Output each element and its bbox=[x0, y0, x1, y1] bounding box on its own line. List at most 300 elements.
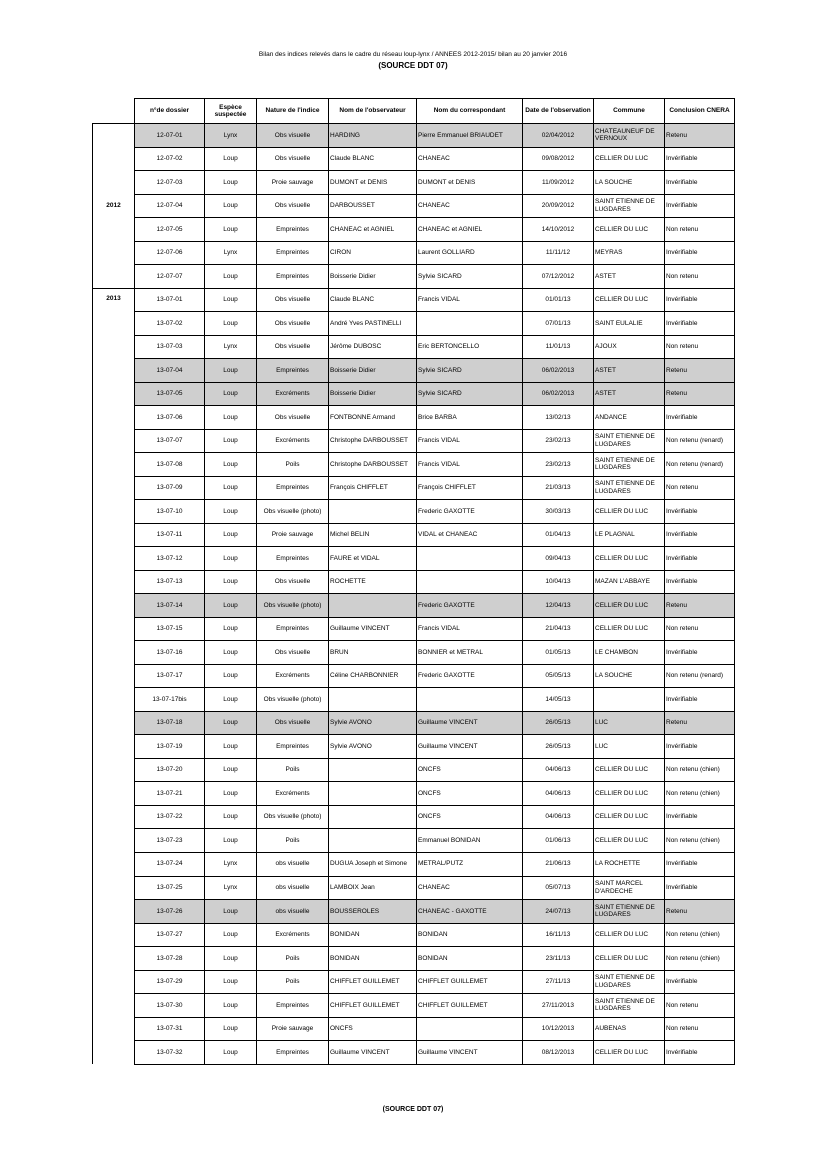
correspondant-cell-text: BONNIER et METRAL bbox=[418, 648, 484, 656]
dossier-cell-text: 13-07-29 bbox=[156, 978, 183, 986]
espece-cell-text: Loup bbox=[223, 1001, 238, 1009]
nature-cell-text: Obs visuelle (photo) bbox=[263, 695, 322, 703]
espece-cell-text: Lynx bbox=[223, 249, 238, 257]
dossier-cell-text: 13-07-22 bbox=[156, 813, 183, 821]
dossier-cell-text: 13-07-10 bbox=[156, 507, 183, 515]
correspondant-cell-text: Sylvie SICARD bbox=[418, 390, 462, 398]
correspondant-cell bbox=[417, 641, 523, 665]
dossier-cell-text: 13-07-05 bbox=[156, 390, 183, 398]
correspondant-cell bbox=[417, 782, 523, 806]
col-commune: Commune bbox=[594, 99, 665, 124]
nature-cell-text: Proie sauvage bbox=[271, 1025, 314, 1033]
conclusion-cell-text: Invérifiable bbox=[666, 978, 698, 986]
observateur-cell-text: CHANEAC et AGNIEL bbox=[330, 225, 395, 233]
observateur-cell-text: Christophe DARBOUSSET bbox=[330, 460, 409, 468]
date-cell bbox=[523, 876, 594, 900]
espece-cell bbox=[205, 688, 257, 712]
conclusion-cell bbox=[665, 288, 735, 312]
correspondant-cell-text: Laurent GOLLIARD bbox=[418, 249, 475, 257]
date-cell bbox=[523, 664, 594, 688]
commune-cell bbox=[594, 218, 665, 242]
conclusion-cell-text: Non retenu bbox=[666, 225, 699, 233]
espece-cell bbox=[205, 664, 257, 688]
espece-cell-text: Loup bbox=[223, 648, 238, 656]
nature-cell bbox=[257, 171, 329, 195]
conclusion-cell bbox=[665, 805, 735, 829]
date-cell-text: 21/03/13 bbox=[545, 484, 571, 492]
observateur-cell-text: Claude BLANC bbox=[330, 296, 375, 304]
commune-cell-text: AUBENAS bbox=[595, 1025, 627, 1033]
commune-cell-text: CELLIER DU LUC bbox=[595, 813, 649, 821]
table-row bbox=[93, 359, 735, 383]
commune-cell-text: CELLIER DU LUC bbox=[595, 954, 649, 962]
col-correspondant: Nom du correspondant bbox=[417, 99, 523, 124]
conclusion-cell-text: Invérifiable bbox=[666, 413, 698, 421]
conclusion-cell bbox=[665, 970, 735, 994]
table-row bbox=[93, 782, 735, 806]
conclusion-cell-text: Non retenu bbox=[666, 625, 699, 633]
correspondant-cell-text: Sylvie SICARD bbox=[418, 366, 462, 374]
correspondant-cell bbox=[417, 406, 523, 430]
dossier-cell-text: 12-07-04 bbox=[156, 202, 183, 210]
observateur-cell-text: BRUN bbox=[330, 648, 349, 656]
observateur-cell-text: HARDING bbox=[330, 131, 360, 139]
date-cell-text: 23/02/13 bbox=[545, 437, 571, 445]
commune-cell-text: CELLIER DU LUC bbox=[595, 836, 649, 844]
table-row bbox=[93, 594, 735, 618]
espece-cell-text: Lynx bbox=[223, 131, 238, 139]
nature-cell-text: Empreintes bbox=[276, 1001, 309, 1009]
espece-cell bbox=[205, 453, 257, 477]
nature-cell bbox=[257, 994, 329, 1018]
commune-cell bbox=[594, 1017, 665, 1041]
espece-cell bbox=[205, 758, 257, 782]
dossier-cell bbox=[135, 594, 205, 618]
date-cell bbox=[523, 994, 594, 1018]
observateur-cell bbox=[329, 947, 417, 971]
correspondant-cell-text: Pierre Emmanuel BRIAUDET bbox=[418, 131, 503, 139]
date-cell bbox=[523, 570, 594, 594]
nature-cell bbox=[257, 829, 329, 853]
nature-cell-text: Proie sauvage bbox=[271, 531, 314, 539]
table-row bbox=[93, 970, 735, 994]
nature-cell bbox=[257, 288, 329, 312]
nature-cell bbox=[257, 711, 329, 735]
conclusion-cell bbox=[665, 641, 735, 665]
commune-cell-text: LUC bbox=[595, 719, 609, 727]
conclusion-cell bbox=[665, 147, 735, 171]
correspondant-cell-text: Guillaume VINCENT bbox=[418, 719, 478, 727]
commune-cell-text: LA SOUCHE bbox=[595, 672, 633, 680]
observateur-cell-text: Jérôme DUBOSC bbox=[330, 343, 382, 351]
espece-cell bbox=[205, 312, 257, 336]
observateur-cell bbox=[329, 994, 417, 1018]
espece-cell-text: Lynx bbox=[223, 860, 238, 868]
table-row bbox=[93, 241, 735, 265]
espece-cell-text: Loup bbox=[223, 742, 238, 750]
espece-cell-text: Loup bbox=[223, 155, 238, 163]
table-row bbox=[93, 265, 735, 289]
espece-cell-text: Lynx bbox=[223, 884, 238, 891]
date-cell-text: 24/07/13 bbox=[545, 907, 571, 915]
conclusion-cell-text: Invérifiable bbox=[666, 531, 698, 539]
correspondant-cell-text: Francis VIDAL bbox=[418, 460, 460, 468]
espece-cell-text: Loup bbox=[223, 813, 238, 821]
nature-cell-text: Obs visuelle bbox=[274, 413, 311, 421]
indices-table bbox=[92, 98, 735, 1065]
table-row bbox=[93, 1041, 735, 1065]
commune-cell bbox=[594, 335, 665, 359]
date-cell bbox=[523, 241, 594, 265]
date-cell bbox=[523, 194, 594, 218]
correspondant-cell bbox=[417, 547, 523, 571]
observateur-cell-text: Christophe DARBOUSSET bbox=[330, 437, 409, 445]
espece-cell-text: Loup bbox=[223, 460, 238, 468]
conclusion-cell-text: Non retenu (renard) bbox=[666, 672, 724, 680]
dossier-cell-text: 13-07-30 bbox=[156, 1001, 183, 1009]
espece-cell-text: Loup bbox=[223, 719, 238, 727]
date-cell bbox=[523, 852, 594, 876]
conclusion-cell-text: Non retenu (chien) bbox=[666, 836, 720, 844]
dossier-cell-text: 12-07-02 bbox=[156, 155, 183, 163]
table-row bbox=[93, 829, 735, 853]
correspondant-cell-text: METRAL/PUTZ bbox=[418, 860, 464, 868]
espece-cell bbox=[205, 970, 257, 994]
commune-cell bbox=[594, 312, 665, 336]
nature-cell-text: Poils bbox=[285, 836, 300, 844]
commune-cell bbox=[594, 594, 665, 618]
commune-cell-text: CELLIER DU LUC bbox=[595, 155, 649, 163]
nature-cell-text: Obs visuelle bbox=[274, 319, 311, 327]
correspondant-cell-text: Brice BARBA bbox=[418, 413, 457, 421]
conclusion-cell bbox=[665, 1041, 735, 1065]
conclusion-cell-text: Invérifiable bbox=[666, 860, 698, 868]
dossier-cell bbox=[135, 547, 205, 571]
conclusion-cell-text: Invérifiable bbox=[666, 578, 698, 586]
date-cell-text: 20/09/2012 bbox=[541, 202, 575, 210]
observateur-cell-text: DUMONT et DENIS bbox=[330, 178, 388, 186]
observateur-cell bbox=[329, 664, 417, 688]
table-row bbox=[93, 711, 735, 735]
dossier-cell bbox=[135, 476, 205, 500]
dossier-cell bbox=[135, 1041, 205, 1065]
conclusion-cell bbox=[665, 429, 735, 453]
dossier-cell bbox=[135, 359, 205, 383]
date-cell bbox=[523, 265, 594, 289]
date-cell bbox=[523, 970, 594, 994]
nature-cell-text: Empreintes bbox=[276, 225, 309, 233]
table-row bbox=[93, 664, 735, 688]
correspondant-cell-text: CHANEAC - GAXOTTE bbox=[418, 907, 487, 915]
nature-cell bbox=[257, 335, 329, 359]
nature-cell-text: Empreintes bbox=[276, 554, 309, 562]
conclusion-cell bbox=[665, 923, 735, 947]
espece-cell bbox=[205, 641, 257, 665]
observateur-cell-text: Sylvie AVONO bbox=[330, 719, 372, 727]
date-cell-text: 01/04/13 bbox=[545, 531, 571, 539]
nature-cell bbox=[257, 594, 329, 618]
conclusion-cell bbox=[665, 735, 735, 759]
observateur-cell bbox=[329, 711, 417, 735]
espece-cell bbox=[205, 194, 257, 218]
espece-cell bbox=[205, 359, 257, 383]
espece-cell bbox=[205, 852, 257, 876]
commune-cell-text: CELLIER DU LUC bbox=[595, 507, 649, 515]
correspondant-cell-text: Sylvie SICARD bbox=[418, 272, 462, 280]
nature-cell-text: obs visuelle bbox=[275, 907, 310, 915]
conclusion-cell bbox=[665, 382, 735, 406]
espece-cell bbox=[205, 335, 257, 359]
espece-cell-text: Loup bbox=[223, 437, 238, 445]
date-cell bbox=[523, 594, 594, 618]
espece-cell-text: Lynx bbox=[223, 343, 238, 351]
nature-cell bbox=[257, 947, 329, 971]
dossier-cell-text: 13-07-14 bbox=[156, 601, 183, 609]
commune-cell-text: LA ROCHETTE bbox=[595, 860, 641, 868]
observateur-cell bbox=[329, 570, 417, 594]
correspondant-cell bbox=[417, 171, 523, 195]
date-cell-text: 09/08/2012 bbox=[541, 155, 575, 163]
espece-cell bbox=[205, 923, 257, 947]
dossier-cell bbox=[135, 1017, 205, 1041]
dossier-cell-text: 13-07-27 bbox=[156, 931, 183, 939]
observateur-cell bbox=[329, 1017, 417, 1041]
table-row bbox=[93, 171, 735, 195]
dossier-cell-text: 13-07-23 bbox=[156, 836, 183, 844]
table-row bbox=[93, 994, 735, 1018]
nature-cell-text: Obs visuelle bbox=[274, 131, 311, 139]
table-row bbox=[93, 876, 735, 900]
dossier-cell bbox=[135, 406, 205, 430]
observateur-cell bbox=[329, 500, 417, 524]
date-cell-text: 07/12/2012 bbox=[541, 272, 575, 280]
dossier-cell-text: 13-07-15 bbox=[156, 625, 183, 633]
correspondant-cell bbox=[417, 852, 523, 876]
table-row bbox=[93, 947, 735, 971]
espece-cell-text: Loup bbox=[223, 507, 238, 515]
correspondant-cell-text: Eric BERTONCELLO bbox=[418, 343, 480, 351]
table-row bbox=[93, 923, 735, 947]
correspondant-cell-text: Frederic GAXOTTE bbox=[418, 601, 475, 609]
correspondant-cell bbox=[417, 994, 523, 1018]
observateur-cell-text: ROCHETTE bbox=[330, 578, 366, 586]
correspondant-cell bbox=[417, 124, 523, 148]
dossier-cell bbox=[135, 335, 205, 359]
observateur-cell bbox=[329, 194, 417, 218]
correspondant-cell-text: Frederic GAXOTTE bbox=[418, 672, 475, 680]
dossier-cell-text: 13-07-16 bbox=[156, 648, 183, 656]
observateur-cell-text: BOUSSEROLES bbox=[330, 907, 380, 915]
date-cell bbox=[523, 312, 594, 336]
observateur-cell bbox=[329, 147, 417, 171]
commune-cell-text: SAINT ETIENNE DE LUGDARES bbox=[595, 997, 655, 1013]
espece-cell bbox=[205, 476, 257, 500]
espece-cell bbox=[205, 500, 257, 524]
espece-cell-text: Loup bbox=[223, 484, 238, 492]
conclusion-cell bbox=[665, 547, 735, 571]
nature-cell-text: obs visuelle bbox=[275, 860, 310, 868]
correspondant-cell-text: CHANEAC bbox=[418, 202, 450, 210]
commune-cell-text: MAZAN L'ABBAYE bbox=[595, 578, 650, 586]
observateur-cell bbox=[329, 547, 417, 571]
commune-cell bbox=[594, 970, 665, 994]
date-cell-text: 06/02/2013 bbox=[541, 390, 575, 398]
correspondant-cell bbox=[417, 805, 523, 829]
dossier-cell bbox=[135, 171, 205, 195]
nature-cell-text: Poils bbox=[285, 954, 300, 962]
espece-cell-text: Loup bbox=[223, 178, 238, 186]
conclusion-cell-text: Retenu bbox=[666, 601, 687, 609]
correspondant-cell bbox=[417, 335, 523, 359]
date-cell bbox=[523, 617, 594, 641]
nature-cell bbox=[257, 970, 329, 994]
conclusion-cell-text: Invérifiable bbox=[666, 884, 698, 891]
commune-cell-text: MEYRAS bbox=[595, 249, 623, 257]
correspondant-cell bbox=[417, 947, 523, 971]
date-cell-text: 30/03/13 bbox=[545, 507, 571, 515]
nature-cell bbox=[257, 453, 329, 477]
commune-cell bbox=[594, 829, 665, 853]
date-cell bbox=[523, 476, 594, 500]
conclusion-cell-text: Invérifiable bbox=[666, 507, 698, 515]
observateur-cell bbox=[329, 876, 417, 900]
dossier-cell-text: 12-07-05 bbox=[156, 225, 183, 233]
espece-cell-text: Loup bbox=[223, 413, 238, 421]
col-conclusion: Conclusion CNERA bbox=[665, 99, 735, 124]
dossier-cell bbox=[135, 782, 205, 806]
commune-cell bbox=[594, 523, 665, 547]
commune-cell-text: CELLIER DU LUC bbox=[595, 554, 649, 562]
correspondant-cell bbox=[417, 758, 523, 782]
dossier-cell-text: 13-07-21 bbox=[156, 789, 183, 797]
col-dossier: n°de dossier bbox=[135, 99, 205, 124]
date-cell-text: 07/01/13 bbox=[545, 319, 571, 327]
conclusion-cell bbox=[665, 523, 735, 547]
observateur-cell bbox=[329, 923, 417, 947]
observateur-cell-text: Guillaume VINCENT bbox=[330, 625, 390, 633]
table-row bbox=[93, 805, 735, 829]
table-row bbox=[93, 406, 735, 430]
correspondant-cell bbox=[417, 829, 523, 853]
nature-cell-text: Obs visuelle bbox=[274, 202, 311, 210]
commune-cell bbox=[594, 758, 665, 782]
dossier-cell bbox=[135, 453, 205, 477]
commune-cell bbox=[594, 429, 665, 453]
espece-cell-text: Loup bbox=[223, 366, 238, 374]
nature-cell-text: Obs visuelle (photo) bbox=[263, 601, 322, 609]
conclusion-cell-text: Non retenu (renard) bbox=[666, 460, 724, 468]
correspondant-cell-text: CHIFFLET GUILLEMET bbox=[418, 1001, 488, 1009]
nature-cell-text: Empreintes bbox=[276, 625, 309, 633]
espece-cell bbox=[205, 429, 257, 453]
correspondant-cell bbox=[417, 288, 523, 312]
espece-cell bbox=[205, 382, 257, 406]
correspondant-cell bbox=[417, 453, 523, 477]
correspondant-cell bbox=[417, 923, 523, 947]
nature-cell-text: Obs visuelle bbox=[274, 648, 311, 656]
observateur-cell-text: FONTBONNE Armand bbox=[330, 413, 396, 421]
date-cell bbox=[523, 124, 594, 148]
observateur-cell bbox=[329, 382, 417, 406]
espece-cell-text: Loup bbox=[223, 1048, 238, 1056]
dossier-cell bbox=[135, 711, 205, 735]
commune-cell bbox=[594, 805, 665, 829]
observateur-cell bbox=[329, 735, 417, 759]
commune-cell bbox=[594, 288, 665, 312]
year-2013: 2013 bbox=[93, 288, 135, 1064]
dossier-cell-text: 13-07-18 bbox=[156, 719, 183, 727]
espece-cell-text: Loup bbox=[223, 625, 238, 633]
date-cell bbox=[523, 335, 594, 359]
correspondant-cell bbox=[417, 500, 523, 524]
nature-cell bbox=[257, 523, 329, 547]
commune-cell-text: SAINT MARCEL D'ARDECHE bbox=[595, 880, 643, 895]
nature-cell-text: Poils bbox=[285, 460, 300, 468]
conclusion-cell bbox=[665, 782, 735, 806]
correspondant-cell bbox=[417, 617, 523, 641]
conclusion-cell-text: Invérifiable bbox=[666, 648, 698, 656]
commune-cell bbox=[594, 947, 665, 971]
observateur-cell bbox=[329, 523, 417, 547]
dossier-cell bbox=[135, 641, 205, 665]
commune-cell-text: ANDANCE bbox=[595, 413, 627, 421]
table-row bbox=[93, 900, 735, 924]
nature-cell bbox=[257, 124, 329, 148]
observateur-cell-text: André Yves PASTINELLI bbox=[330, 319, 402, 327]
correspondant-cell-text: ONCFS bbox=[418, 789, 441, 797]
correspondant-cell-text: Emmanuel BONIDAN bbox=[418, 836, 481, 844]
commune-cell bbox=[594, 147, 665, 171]
commune-cell bbox=[594, 570, 665, 594]
commune-cell-text: CELLIER DU LUC bbox=[595, 766, 649, 774]
espece-cell-text: Loup bbox=[223, 931, 238, 939]
commune-cell-text: SAINT ETIENNE DE LUGDARES bbox=[595, 974, 655, 989]
conclusion-cell bbox=[665, 1017, 735, 1041]
commune-cell bbox=[594, 500, 665, 524]
observateur-cell bbox=[329, 617, 417, 641]
date-cell bbox=[523, 641, 594, 665]
nature-cell bbox=[257, 1041, 329, 1065]
table-row bbox=[93, 218, 735, 242]
conclusion-cell-text: Non retenu bbox=[666, 343, 699, 351]
espece-cell bbox=[205, 265, 257, 289]
observateur-cell-text: Sylvie AVONO bbox=[330, 742, 372, 750]
correspondant-cell-text: CHIFFLET GUILLEMET bbox=[418, 978, 488, 986]
date-cell-text: 21/04/13 bbox=[545, 625, 571, 633]
conclusion-cell bbox=[665, 852, 735, 876]
espece-cell bbox=[205, 782, 257, 806]
dossier-cell bbox=[135, 147, 205, 171]
conclusion-cell-text: Retenu bbox=[666, 907, 687, 915]
dossier-cell bbox=[135, 523, 205, 547]
dossier-cell-text: 12-07-06 bbox=[156, 249, 183, 257]
observateur-cell bbox=[329, 288, 417, 312]
observateur-cell-text: Boisserie Didier bbox=[330, 390, 376, 398]
table-row bbox=[93, 547, 735, 571]
dossier-cell-text: 13-07-20 bbox=[156, 766, 183, 774]
observateur-cell bbox=[329, 265, 417, 289]
nature-cell bbox=[257, 241, 329, 265]
nature-cell bbox=[257, 500, 329, 524]
dossier-cell-text: 12-07-07 bbox=[156, 272, 183, 280]
nature-cell-text: Poils bbox=[285, 766, 300, 774]
year-header bbox=[93, 99, 135, 124]
correspondant-cell bbox=[417, 1041, 523, 1065]
espece-cell-text: Loup bbox=[223, 296, 238, 304]
dossier-cell bbox=[135, 994, 205, 1018]
observateur-cell bbox=[329, 312, 417, 336]
observateur-cell-text: Michel BELIN bbox=[330, 531, 370, 539]
